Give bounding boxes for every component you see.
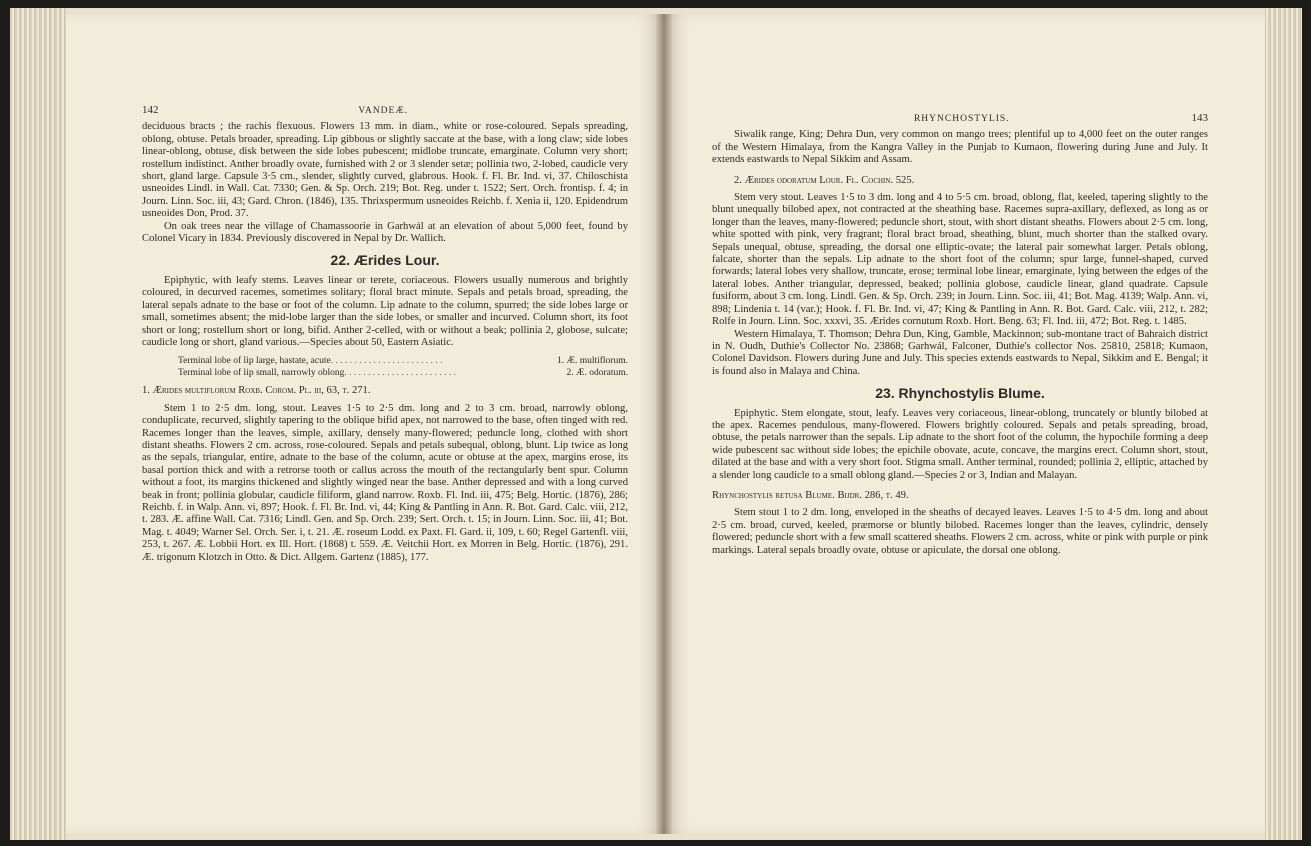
left-paragraph-2: On oak trees near the village of Chamassoorie in Garhwál at an elevation of about 5,000 feet, found by Colonel Vicary in 1834. Previously discovered in Nepal by Dr. Wallich. <box>142 220 628 245</box>
key-text: Terminal lobe of lip small, narrowly oblong <box>178 368 345 379</box>
left-column <box>142 104 628 564</box>
species-key <box>178 355 628 379</box>
page-edges-right <box>1265 8 1302 840</box>
left-page <box>66 14 664 834</box>
right-page-number: 143 <box>1191 112 1208 124</box>
right-column <box>712 112 1208 557</box>
right-running-head: RHYNCHOSTYLIS. <box>913 114 1010 124</box>
right-paragraph-1: Siwalik range, King; Dehra Dun, very common on mango trees; plentiful up to 4,000 feet on the outer ranges of the Western Himalaya, from the Kangra Valley in the Punjab to Kumaon, flowering during June and July. It extends eastwards to Nepal Sikkim and Assam. <box>712 129 1208 166</box>
section-heading-aerides: 22. Ærides Lour. <box>330 252 440 269</box>
key-text: Terminal lobe of lip large, hastate, acute <box>178 356 331 367</box>
section-heading-rhynchostylis: 23. Rhynchostylis Blume. <box>875 385 1045 402</box>
species-heading-multiflorum: 1. Ærides multiflorum Roxb. Corom. Pl. iii, 63, t. 271. <box>142 385 371 397</box>
key-result: 1. Æ. multiflorum. <box>557 356 628 367</box>
right-running-header <box>712 112 1208 125</box>
species-text-retusa: Stem stout 1 to 2 dm. long, enveloped in the sheaths of decayed leaves. Leaves 1·5 to 4·5 dm. long and about 2·5 cm. broad, curved, keeled, præmorse or bluntly bilobed. Racemes longer than the leaves, cylindric, densely flowered; peduncle short with a few small scattered sheaths. Flowers 2 cm. across, white or pink with purple or pink markings. Lateral sepals broadly ovate, obtuse or apiculate, the dorsal one oblong. <box>712 507 1208 556</box>
left-paragraph-1: deciduous bracts ; the rachis flexuous. Flowers 13 mm. in diam., white or rose-coloured. Sepals spreading, oblong, obtuse. Petals broader, spreading. Lip gibbous or slightly saccate at the base, with a long claw; side lobes linear-oblong, obtuse, disk between the side lobes pubescent; midlobe truncate, emarginate. Column very short; rostellum indistinct. Anther broadly ovate, furnished with 2 or 3 slender setæ; pollinia two, 2-lobed, caudicle very short, gland large. Capsule 3·5 cm., slender, slightly curved, glabrous. Hook. f. Fl. Br. Ind. vi, 37. Chiloschista usneoides Lindl. in Wall. Cat. 7330; Gen. & Sp. Orch. 219; Bot. Reg. under t. 1522; Sert. Orch. frontisp. f. 4; in Journ. Linn. Soc. iii, 43; Gard. Chron. (1846), 135. Thrixspermum usneoides Reichb. f. Xenia ii, 120. Epidendrum usneoides Don, Prod. 37. <box>142 121 628 220</box>
genus-description-aerides: Epiphytic, with leafy stems. Leaves linear or terete, coriaceous. Flowers usually numerous and brightly coloured, in decurved racemes, sometimes solitary; floral bract minute. Sepals and petals broad, spreading, the lateral sepals adnate to the base or foot of the column. Lip adnate to the column, spurred; the side lobes large or small, sometimes absent; the mid-lobe larger than the side lobes, or smaller and incurved. Column short, its foot short or long; rostellum short or long, bifid. Anther 2-celled, with or without a beak; pollinia 2, globose, sulcate; caudicle long or short, gland various.—Species about 50, Eastern Asiatic. <box>142 274 628 348</box>
genus-description-rhynchostylis: Epiphytic. Stem elongate, stout, leafy. Leaves very coriaceous, linear-oblong, truncately or bluntly bilobed at the apex. Racemes pendulous, many-flowered. Flowers brightly coloured. Sepals and petals spreading, broad, obtuse, the petals narrower than the sepals. Lip adnate to the short foot of the column, the hypochile forming a deep wide pubescent sac without side lobes; the epichile obovate, acute, concave, the margins erect. Column short, stout, dilated at the base and with a very short foot. Stigma small. Anther terminal, rounded; pollinia 2, elliptic, attached by a slender long caudicle to a small oblong gland.—Species 2 or 3, Indian and Malayan. <box>712 407 1208 481</box>
species-text-multiflorum: Stem 1 to 2·5 dm. long, stout. Leaves 1·5 to 2·5 dm. long and 2 to 3 cm. broad, narrowly oblong, conduplicate, recurved, slightly tapering to the oblique bifid apex, not narrowed to the base, often tinged with red. Racemes longer than the leaves, simple, axillary, densely many-flowered; peduncle long, clothed with short distant sheaths. Flowers 2 cm. across, rose-coloured. Sepals and petals subequal, oblong, blunt. Lip twice as long as the sepals, triangular, entire, adnate to the base of the column, acute or obtuse at the apex, margins erose, its basal portion thick and with a retrorse tooth or callus across the mouth of the rectangularly bent spur. Column without a foot, its margins thickened and slightly winged near the base. Anther depressed and with a long curved beak in front; pollinia globular, caudicle filiform, gland narrow. Roxb. Fl. Ind. iii, 475; Belg. Hortic. (1876), 286; Reichb. f. in Walp. Ann. vi, 897; Hook. f. Fl. Br. Ind. vi, 44; King & Pantling in Ann. R. Bot. Gard. Calc. viii, 212, t. 283. Æ. affine Wall. Cat. 7316; Lindl. Gen. and Sp. Orch. 239; Sert. Orch. t. 15; in Journ. Linn. Soc. iii, 41; Bot. Mag. t. 4049; Warner Sel. Orch. Ser. i, t. 21. Æ. roseum Lodd. ex Paxt. Fl. Gard. ii, 109, t. 60; Regel Gartenfl. viii, 253, t. 267. Æ. Lobbii Hort. ex Ill. Hort. (1868) t. 559. Æ. Veitchii Hort. ex Morren in Belg. Hortic. (1876), 291. Æ. trigonum Klotzch in Otto. & Dict. Allgem. Gartenz (1885), 177. <box>142 402 628 563</box>
species-heading-retusa: Rhynchostylis retusa Blume. Bijdr. 286, t. 49. <box>712 489 909 501</box>
left-running-head: VANDEÆ. <box>358 106 409 116</box>
left-page-number: 142 <box>142 104 159 116</box>
page-edges-left <box>10 8 66 840</box>
left-running-header <box>142 104 628 117</box>
key-result: 2. Æ. odoratum. <box>566 368 628 379</box>
species-heading-odoratum: 2. Ærides odoratum Lour. Fl. Cochin. 525. <box>734 174 915 186</box>
right-page <box>664 14 1265 834</box>
book-gutter <box>656 14 672 834</box>
key-row: Terminal lobe of lip large, hastate, acute . . . . . . . . . . . . . . . . . . . . . . . . 1. Æ. multiflorum. <box>178 356 628 367</box>
key-row: Terminal lobe of lip small, narrowly oblong . . . . . . . . . . . . . . . . . . . . . . . . 2. Æ. odoratum. <box>178 368 628 379</box>
species-text-odoratum: Stem very stout. Leaves 1·5 to 3 dm. long and 4 to 5·5 cm. broad, oblong, flat, keeled, tapering slightly to the blunt unequally bilobed apex, not contracted at the sheathing base. Racemes supra-axillary, deflexed, as long as or longer than the leaves, many-flowered; peduncle short, stout, with short distant sheaths. Flowers about 2·5 cm. long, white spotted with pink, very fragrant; floral bract broad, sheathing, blunt, much shorter than the stalked ovary. Sepals unequal, obtuse, spreading, the dorsal one elliptic-ovate; the lateral pair somewhat larger. Petals oblong, falcate, shorter than the sepals. Lip adnate to the short foot of the column; spur large, funnel-shaped, curved forwards; lateral lobes very shallow, truncate, erose; terminal lobe linear, emarginate, lying between the edges of the lateral lobes. Anther triangular, depressed, beaked; pollinia globose, caudicle linear, gland quadrate. Capsule fusiform, about 3 cm. long. Lindl. Gen. & Sp. Orch. 239; in Journ. Linn. Soc. iii, 41; Bot. Mag. 4139; Walp. Ann. vi, 898; Lindenia t. 14 (var.); Hook. f. Fl. Br. Ind. vi, 47; King & Pantling in Ann. R. Bot. Gard. Calc. viii, 212, t. 282; Rolfe in Journ. Linn. Soc. xxxvi, 35. Ærides cornutum Roxb. Hort. Beng. 63; Fl. Ind. iii, 472; Bot. Reg. t. 1485. <box>712 192 1208 328</box>
distribution-odoratum: Western Himalaya, T. Thomson; Dehra Dun, King, Gamble, Mackinnon; sub-montane tract of Bahraich district in N. Oudh, Duthie's Collector No. 23868; Garhwál, Falconer, Duthie's collector Nos. 25810, 25818; Kumaon, Colonel Davidson. Flowers during June and July. This species extends eastwards to Nepal, Sikkim and E. Bengal; it is found also in Malaya and China. <box>712 328 1208 377</box>
